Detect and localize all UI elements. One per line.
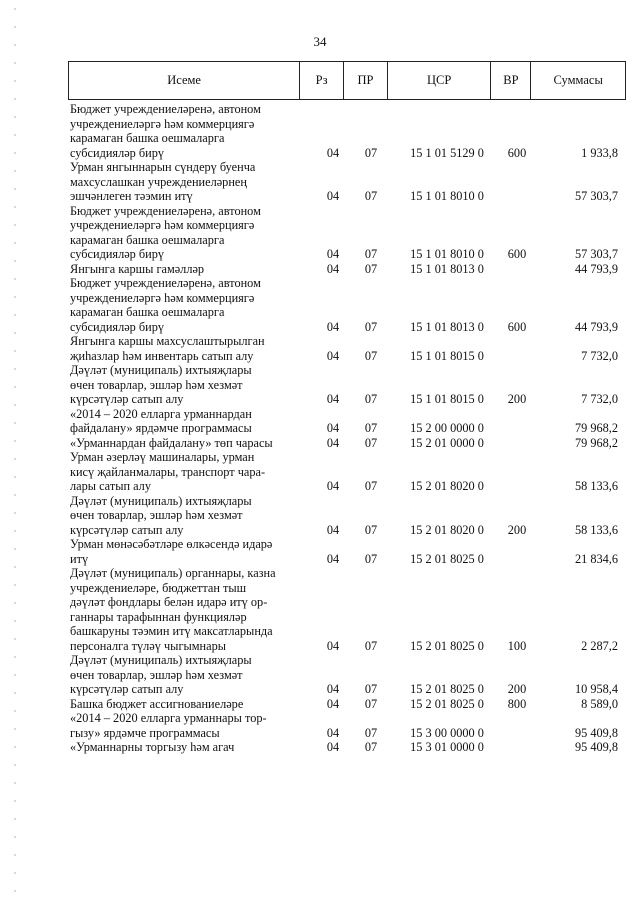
cell-name <box>70 653 300 697</box>
cell-name <box>70 102 300 160</box>
name-line: Янгынга каршы гамәлләр <box>70 261 205 276</box>
name-line: учреждениеләре, бюджеттан тыш <box>70 580 247 595</box>
name-line: Урман мөнәсәбәтләре өлкәсендә идарә <box>70 537 273 551</box>
cell-csr: 15 2 01 8020 0 <box>410 522 484 537</box>
cell-name <box>70 450 300 494</box>
cell-csr: 15 1 01 8010 0 <box>410 189 484 203</box>
name-line: итү <box>70 551 89 566</box>
cell-vr: 600 <box>507 319 527 334</box>
cell-sum: 21 834,6 <box>574 551 618 566</box>
cell-rz: 04 <box>326 522 340 537</box>
name-line: субсидияләр бирү <box>70 319 165 334</box>
cell-name <box>70 160 300 204</box>
name-line: гызу» ярдәмче программасы <box>70 725 220 740</box>
cell-vr: 600 <box>507 247 527 261</box>
cell-pr: 07 <box>364 392 378 406</box>
cell-name <box>70 204 300 262</box>
cell-name <box>70 262 300 277</box>
name-line: Урман әзерләү машиналары, урман <box>70 450 255 464</box>
cell-sum: 7 732,0 <box>581 348 618 363</box>
name-line: «Урманнарны торгызу һәм агач <box>70 740 235 754</box>
name-line: карамаган башка оешмаларга <box>70 232 225 247</box>
cell-sum: 8 589,0 <box>581 696 618 711</box>
name-line: карамаган башка оешмаларга <box>70 131 225 145</box>
name-line: субсидияләр бирү <box>70 247 165 261</box>
cell-sum: 95 409,8 <box>574 725 618 740</box>
cell-rz: 04 <box>326 319 340 334</box>
cell-name <box>70 697 300 712</box>
name-line: күрсәтүләр сатып алу <box>70 522 184 537</box>
cell-csr: 15 2 00 0000 0 <box>410 421 484 435</box>
cell-rz: 04 <box>326 261 340 276</box>
cell-name <box>70 334 300 363</box>
name-line: Дәүләт (муниципаль) ихтыяҗлары <box>70 493 252 508</box>
header-name: Исеме <box>69 62 300 99</box>
name-line: «2014 – 2020 елларга урманнары тор- <box>70 711 267 725</box>
cell-csr: 15 1 01 8015 0 <box>410 348 484 363</box>
cell-rz: 04 <box>326 551 340 566</box>
table-row <box>70 740 620 755</box>
cell-csr: 15 3 00 0000 0 <box>410 725 484 740</box>
cell-rz: 04 <box>326 696 340 711</box>
header-sum: Суммасы <box>553 73 603 87</box>
cell-vr: 100 <box>507 638 527 653</box>
cell-sum: 44 793,9 <box>574 261 618 276</box>
cell-name <box>70 436 300 451</box>
cell-rz: 04 <box>326 435 340 450</box>
cell-rz: 04 <box>326 145 340 160</box>
cell-pr: 07 <box>364 522 378 537</box>
name-line: учреждениеләргә һәм коммерциягә <box>70 290 255 305</box>
table-row <box>70 407 620 436</box>
cell-csr: 15 1 01 8013 0 <box>410 319 484 334</box>
cell-pr: 07 <box>364 479 378 493</box>
name-line: эшчәнлеген тәэмин итү <box>70 189 193 203</box>
name-line: файдалану» ярдәмче программасы <box>70 421 252 435</box>
cell-csr: 15 2 01 8025 0 <box>410 638 484 653</box>
header-csr: ЦСР <box>388 62 492 99</box>
name-line: кисү җайланмалары, транспорт чара- <box>70 464 266 479</box>
table-row <box>70 204 620 262</box>
cell-sum: 57 303,7 <box>574 247 618 261</box>
budget-table-body <box>70 102 620 755</box>
cell-vr: 200 <box>507 392 527 406</box>
cell-csr: 15 1 01 5129 0 <box>410 145 484 160</box>
name-line: өчен товарлар, эшләр һәм хезмәт <box>70 508 243 522</box>
name-line: Дәүләт (муниципаль) органнары, казна <box>70 566 276 580</box>
name-line: карамаган башка оешмаларга <box>70 305 225 319</box>
cell-sum: 2 287,2 <box>581 638 618 653</box>
cell-pr: 07 <box>364 319 378 334</box>
name-line: Бюджет учреждениеләренә, автоном <box>70 276 261 290</box>
cell-sum: 79 968,2 <box>574 435 618 450</box>
table-row <box>70 566 620 653</box>
page-number: 34 <box>313 34 327 49</box>
cell-rz: 04 <box>326 421 340 435</box>
table-row <box>70 537 620 566</box>
cell-csr: 15 3 01 0000 0 <box>410 740 484 754</box>
cell-pr: 07 <box>364 247 378 261</box>
table-row <box>70 711 620 740</box>
cell-name <box>70 537 300 566</box>
name-line: җиһазлар һәм инвентарь сатып алу <box>70 348 254 363</box>
cell-pr: 07 <box>364 435 378 450</box>
header-pr: ПР <box>344 62 388 99</box>
cell-pr: 07 <box>364 145 378 160</box>
header-vr: ВР <box>491 62 531 99</box>
name-line: Бюджет учреждениеләренә, автоном <box>70 203 261 218</box>
table-row <box>70 102 620 160</box>
cell-pr: 07 <box>364 348 378 363</box>
table-row <box>70 450 620 494</box>
name-line: махсуслашкан учреждениеләрнең <box>70 174 247 189</box>
cell-rz: 04 <box>326 740 340 754</box>
table-row <box>70 653 620 697</box>
name-line: «2014 – 2020 елларга урманнардан <box>70 406 252 421</box>
cell-vr: 600 <box>507 145 527 160</box>
name-line: Башка бюджет ассигнованиеләре <box>70 696 244 711</box>
header-rz: Рз <box>300 62 344 99</box>
name-line: Дәүләт (муниципаль) ихтыяҗлары <box>70 653 252 667</box>
name-line: учреждениеләргә һәм коммерциягә <box>70 218 255 232</box>
cell-csr: 15 1 01 8013 0 <box>410 261 484 276</box>
cell-rz: 04 <box>326 682 340 696</box>
cell-rz: 04 <box>326 247 340 261</box>
cell-pr: 07 <box>364 740 378 754</box>
name-line: Урман янгыннарын сүндерү буенча <box>70 160 256 174</box>
cell-rz: 04 <box>326 479 340 493</box>
cell-sum: 58 133,6 <box>574 479 618 493</box>
name-line: күрсәтүләр сатып алу <box>70 392 184 406</box>
cell-csr: 15 2 01 0000 0 <box>410 435 484 450</box>
cell-pr: 07 <box>364 261 378 276</box>
cell-rz: 04 <box>326 189 340 203</box>
cell-csr: 15 2 01 8025 0 <box>410 682 484 696</box>
cell-pr: 07 <box>364 189 378 203</box>
table-row <box>70 363 620 407</box>
cell-sum: 58 133,6 <box>574 522 618 537</box>
cell-name <box>70 363 300 407</box>
cell-name <box>70 276 300 334</box>
cell-name <box>70 711 300 740</box>
cell-csr: 15 2 01 8025 0 <box>410 551 484 566</box>
cell-pr: 07 <box>364 725 378 740</box>
name-line: күрсәтүләр сатып алу <box>70 682 184 696</box>
name-line: субсидияләр бирү <box>70 145 165 160</box>
cell-csr: 15 2 01 8025 0 <box>410 696 484 711</box>
cell-vr: 200 <box>507 522 527 537</box>
table-header <box>68 61 626 100</box>
cell-pr: 07 <box>364 421 378 435</box>
cell-rz: 04 <box>326 348 340 363</box>
cell-vr: 800 <box>507 696 527 711</box>
name-line: лары сатып алу <box>70 479 151 493</box>
cell-csr: 15 2 01 8020 0 <box>410 479 484 493</box>
cell-pr: 07 <box>364 551 378 566</box>
name-line: башкаруны тәэмин итү максатларында <box>70 624 273 638</box>
table-row <box>70 160 620 204</box>
cell-vr: 200 <box>507 682 527 696</box>
cell-name <box>70 740 300 755</box>
cell-sum: 7 732,0 <box>581 392 618 406</box>
cell-rz: 04 <box>326 392 340 406</box>
cell-csr: 15 1 01 8015 0 <box>410 392 484 406</box>
name-line: Янгынга каршы махсуслаштырылган <box>70 334 265 348</box>
cell-csr: 15 1 01 8010 0 <box>410 247 484 261</box>
name-line: персоналга түләү чыгымнары <box>70 638 226 653</box>
table-row <box>70 276 620 334</box>
cell-sum: 44 793,9 <box>574 319 618 334</box>
name-line: учреждениеләргә һәм коммерциягә <box>70 116 255 131</box>
name-line: ганнары тарафыннан функцияләр <box>70 609 247 624</box>
name-line: өчен товарлар, эшләр һәм хезмәт <box>70 377 243 392</box>
cell-name <box>70 566 300 653</box>
cell-sum: 79 968,2 <box>574 421 618 435</box>
name-line: Бюджет учреждениеләренә, автоном <box>70 102 261 116</box>
cell-sum: 10 958,4 <box>574 682 618 696</box>
table-row <box>70 436 620 451</box>
cell-rz: 04 <box>326 725 340 740</box>
cell-pr: 07 <box>364 638 378 653</box>
cell-pr: 07 <box>364 696 378 711</box>
name-line: өчен товарлар, эшләр һәм хезмәт <box>70 667 243 682</box>
cell-sum: 1 933,8 <box>581 145 618 160</box>
cell-pr: 07 <box>364 682 378 696</box>
name-line: Дәүләт (муниципаль) ихтыяҗлары <box>70 363 252 377</box>
margin-punch-marks <box>14 0 16 905</box>
name-line: «Урманнардан файдалану» төп чарасы <box>70 435 273 450</box>
name-line: дәүләт фондлары белән идарә итү ор- <box>70 595 268 609</box>
cell-name <box>70 407 300 436</box>
cell-rz: 04 <box>326 638 340 653</box>
cell-sum: 57 303,7 <box>574 189 618 203</box>
table-row <box>70 262 620 277</box>
table-row <box>70 334 620 363</box>
table-row <box>70 697 620 712</box>
table-row <box>70 494 620 538</box>
cell-sum: 95 409,8 <box>574 740 618 754</box>
cell-name <box>70 494 300 538</box>
